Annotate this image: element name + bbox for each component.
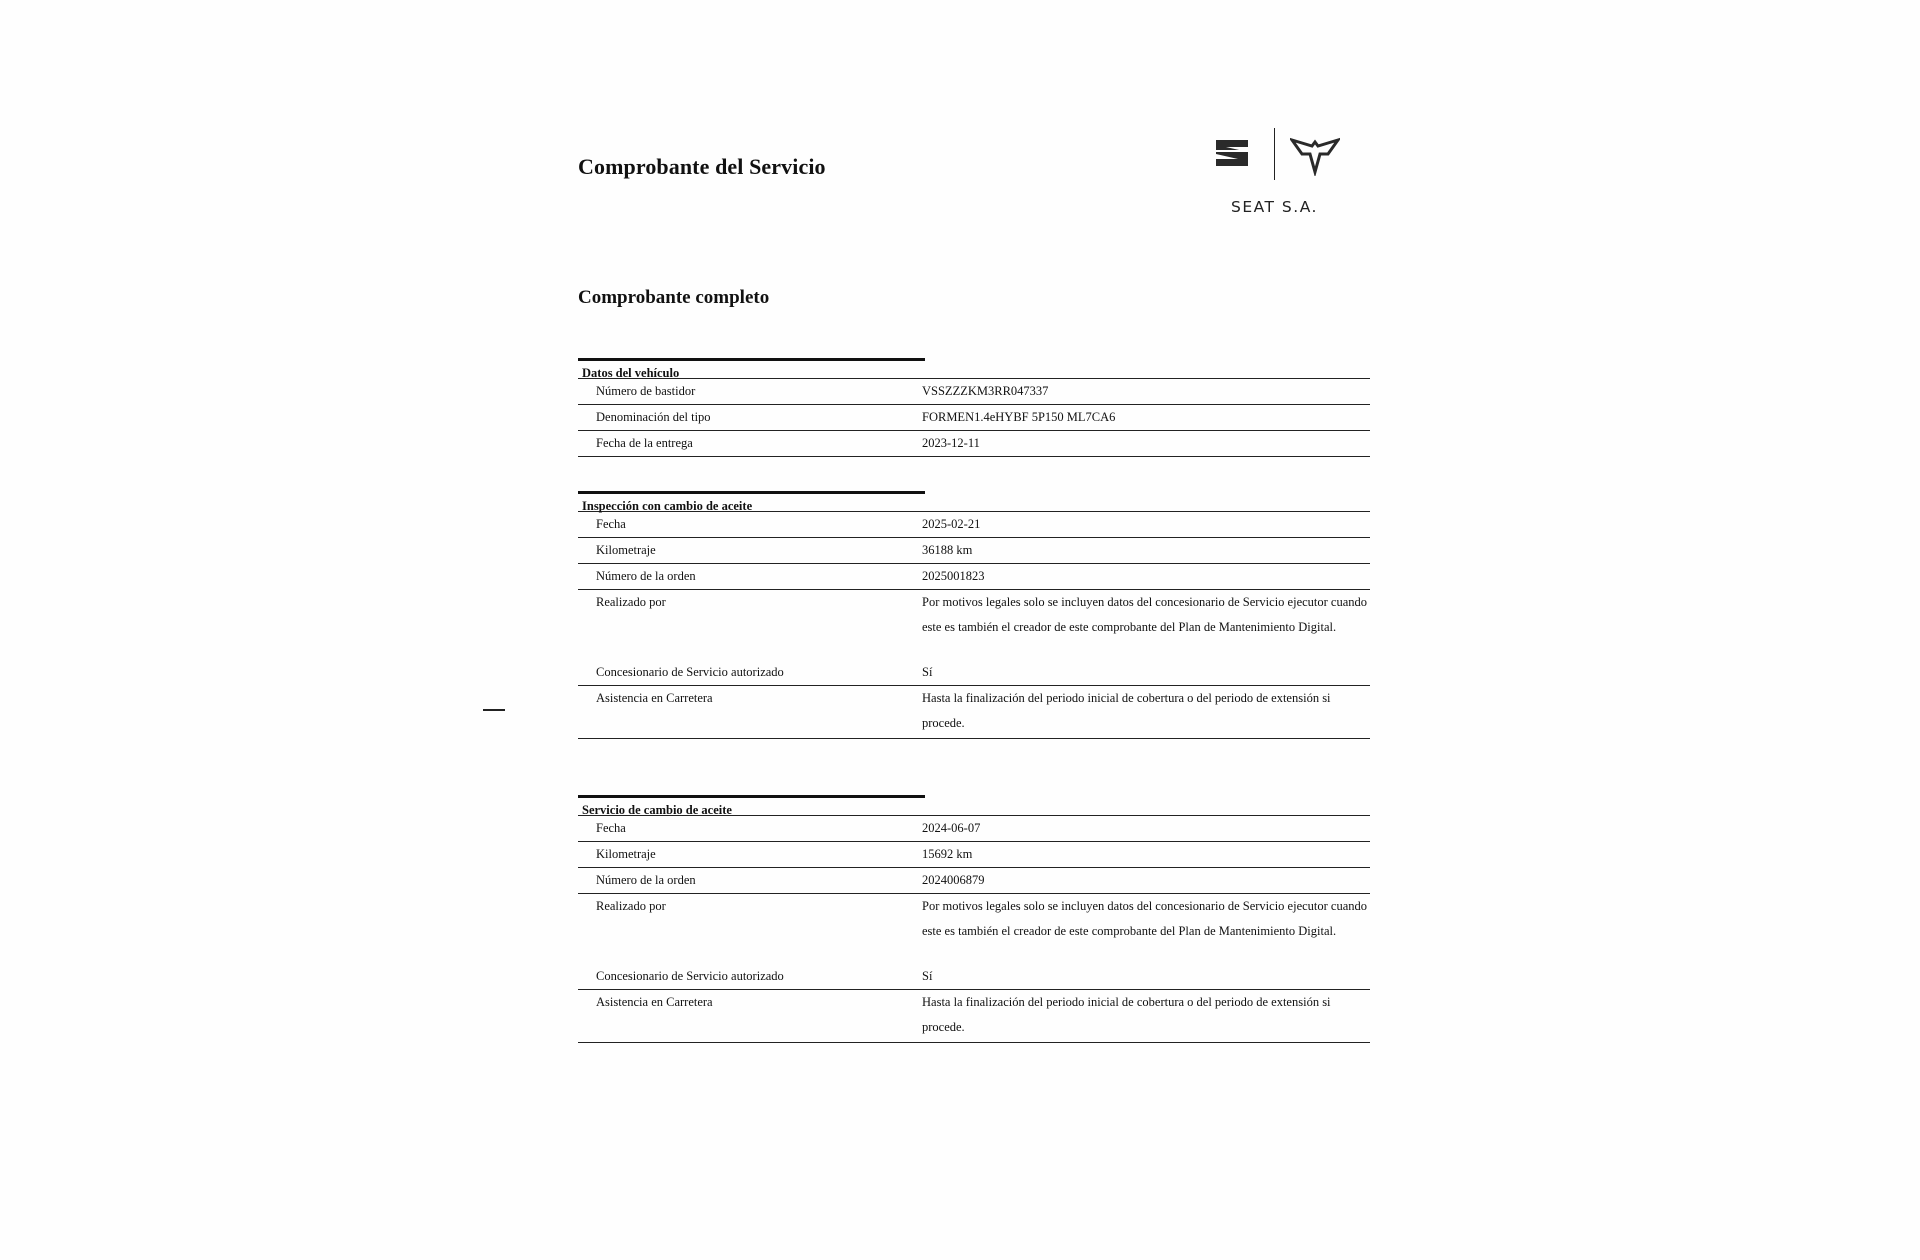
row-value: 15692 km <box>922 847 973 861</box>
row-label: Fecha <box>596 517 626 531</box>
row-label: Realizado por <box>596 899 666 913</box>
row-value: Por motivos legales solo se incluyen datos del concesionario de Servicio ejecutor cuando este es también el creador de este comprobante del Plan de Mantenimiento Digital. <box>922 595 1368 634</box>
row-label: Fecha <box>596 821 626 835</box>
document-subtitle: Comprobante completo <box>578 287 770 308</box>
cupra-logo-icon <box>1290 136 1340 176</box>
section-title: Inspección con cambio de aceite <box>578 491 925 511</box>
table-row <box>578 430 1370 457</box>
row-value: 2023-12-11 <box>922 436 980 450</box>
row-value: 36188 km <box>922 543 973 557</box>
seat-logo-icon <box>1212 136 1252 170</box>
row-value: Sí <box>922 665 933 679</box>
row-label: Concesionario de Servicio autorizado <box>596 665 784 679</box>
section-title: Datos del vehículo <box>578 358 925 378</box>
row-value: Sí <box>922 969 933 983</box>
table-row <box>578 537 1370 563</box>
row-value: 2025001823 <box>922 569 985 583</box>
table-row <box>578 867 1370 893</box>
row-label: Denominación del tipo <box>596 410 711 424</box>
row-value: Hasta la finalización del periodo inicial de cobertura o del periodo de extensión si procede. <box>922 691 1331 730</box>
company-name: SEAT S.A. <box>1231 198 1318 216</box>
row-label: Concesionario de Servicio autorizado <box>596 969 784 983</box>
table-row <box>578 989 1370 1043</box>
row-value: 2024-06-07 <box>922 821 981 835</box>
row-label: Asistencia en Carretera <box>596 995 713 1009</box>
table-row <box>578 378 1370 404</box>
table-row <box>578 685 1370 739</box>
table-row <box>578 660 1370 685</box>
row-value: VSSZZZKM3RR047337 <box>922 384 1049 398</box>
row-label: Número de la orden <box>596 873 696 887</box>
row-value: Hasta la finalización del periodo inicial de cobertura o del periodo de extensión si procede. <box>922 995 1331 1034</box>
table-row <box>578 893 1370 964</box>
row-label: Fecha de la entrega <box>596 436 693 450</box>
row-label: Número de bastidor <box>596 384 696 398</box>
row-label: Kilometraje <box>596 543 656 557</box>
row-label: Número de la orden <box>596 569 696 583</box>
row-value: FORMEN1.4eHYBF 5P150 ML7CA6 <box>922 410 1116 424</box>
row-value: Por motivos legales solo se incluyen datos del concesionario de Servicio ejecutor cuando este es también el creador de este comprobante del Plan de Mantenimiento Digital. <box>922 899 1368 938</box>
table-row <box>578 404 1370 430</box>
row-value: 2024006879 <box>922 873 985 887</box>
section-vehicle-data <box>578 358 1370 457</box>
table-row <box>578 511 1370 537</box>
row-label: Kilometraje <box>596 847 656 861</box>
table-row <box>578 815 1370 841</box>
row-label: Realizado por <box>596 595 666 609</box>
table-row <box>578 841 1370 867</box>
row-label: Asistencia en Carretera <box>596 691 713 705</box>
row-value: 2025-02-21 <box>922 517 981 531</box>
section-inspection-oil-change <box>578 491 1370 739</box>
table-row <box>578 589 1370 660</box>
document-title: Comprobante del Servicio <box>578 154 826 179</box>
margin-mark <box>483 709 505 711</box>
table-row <box>578 964 1370 989</box>
section-oil-change-service <box>578 795 1370 1043</box>
section-title: Servicio de cambio de aceite <box>578 795 925 815</box>
table-row <box>578 563 1370 589</box>
logo-separator <box>1274 128 1275 180</box>
